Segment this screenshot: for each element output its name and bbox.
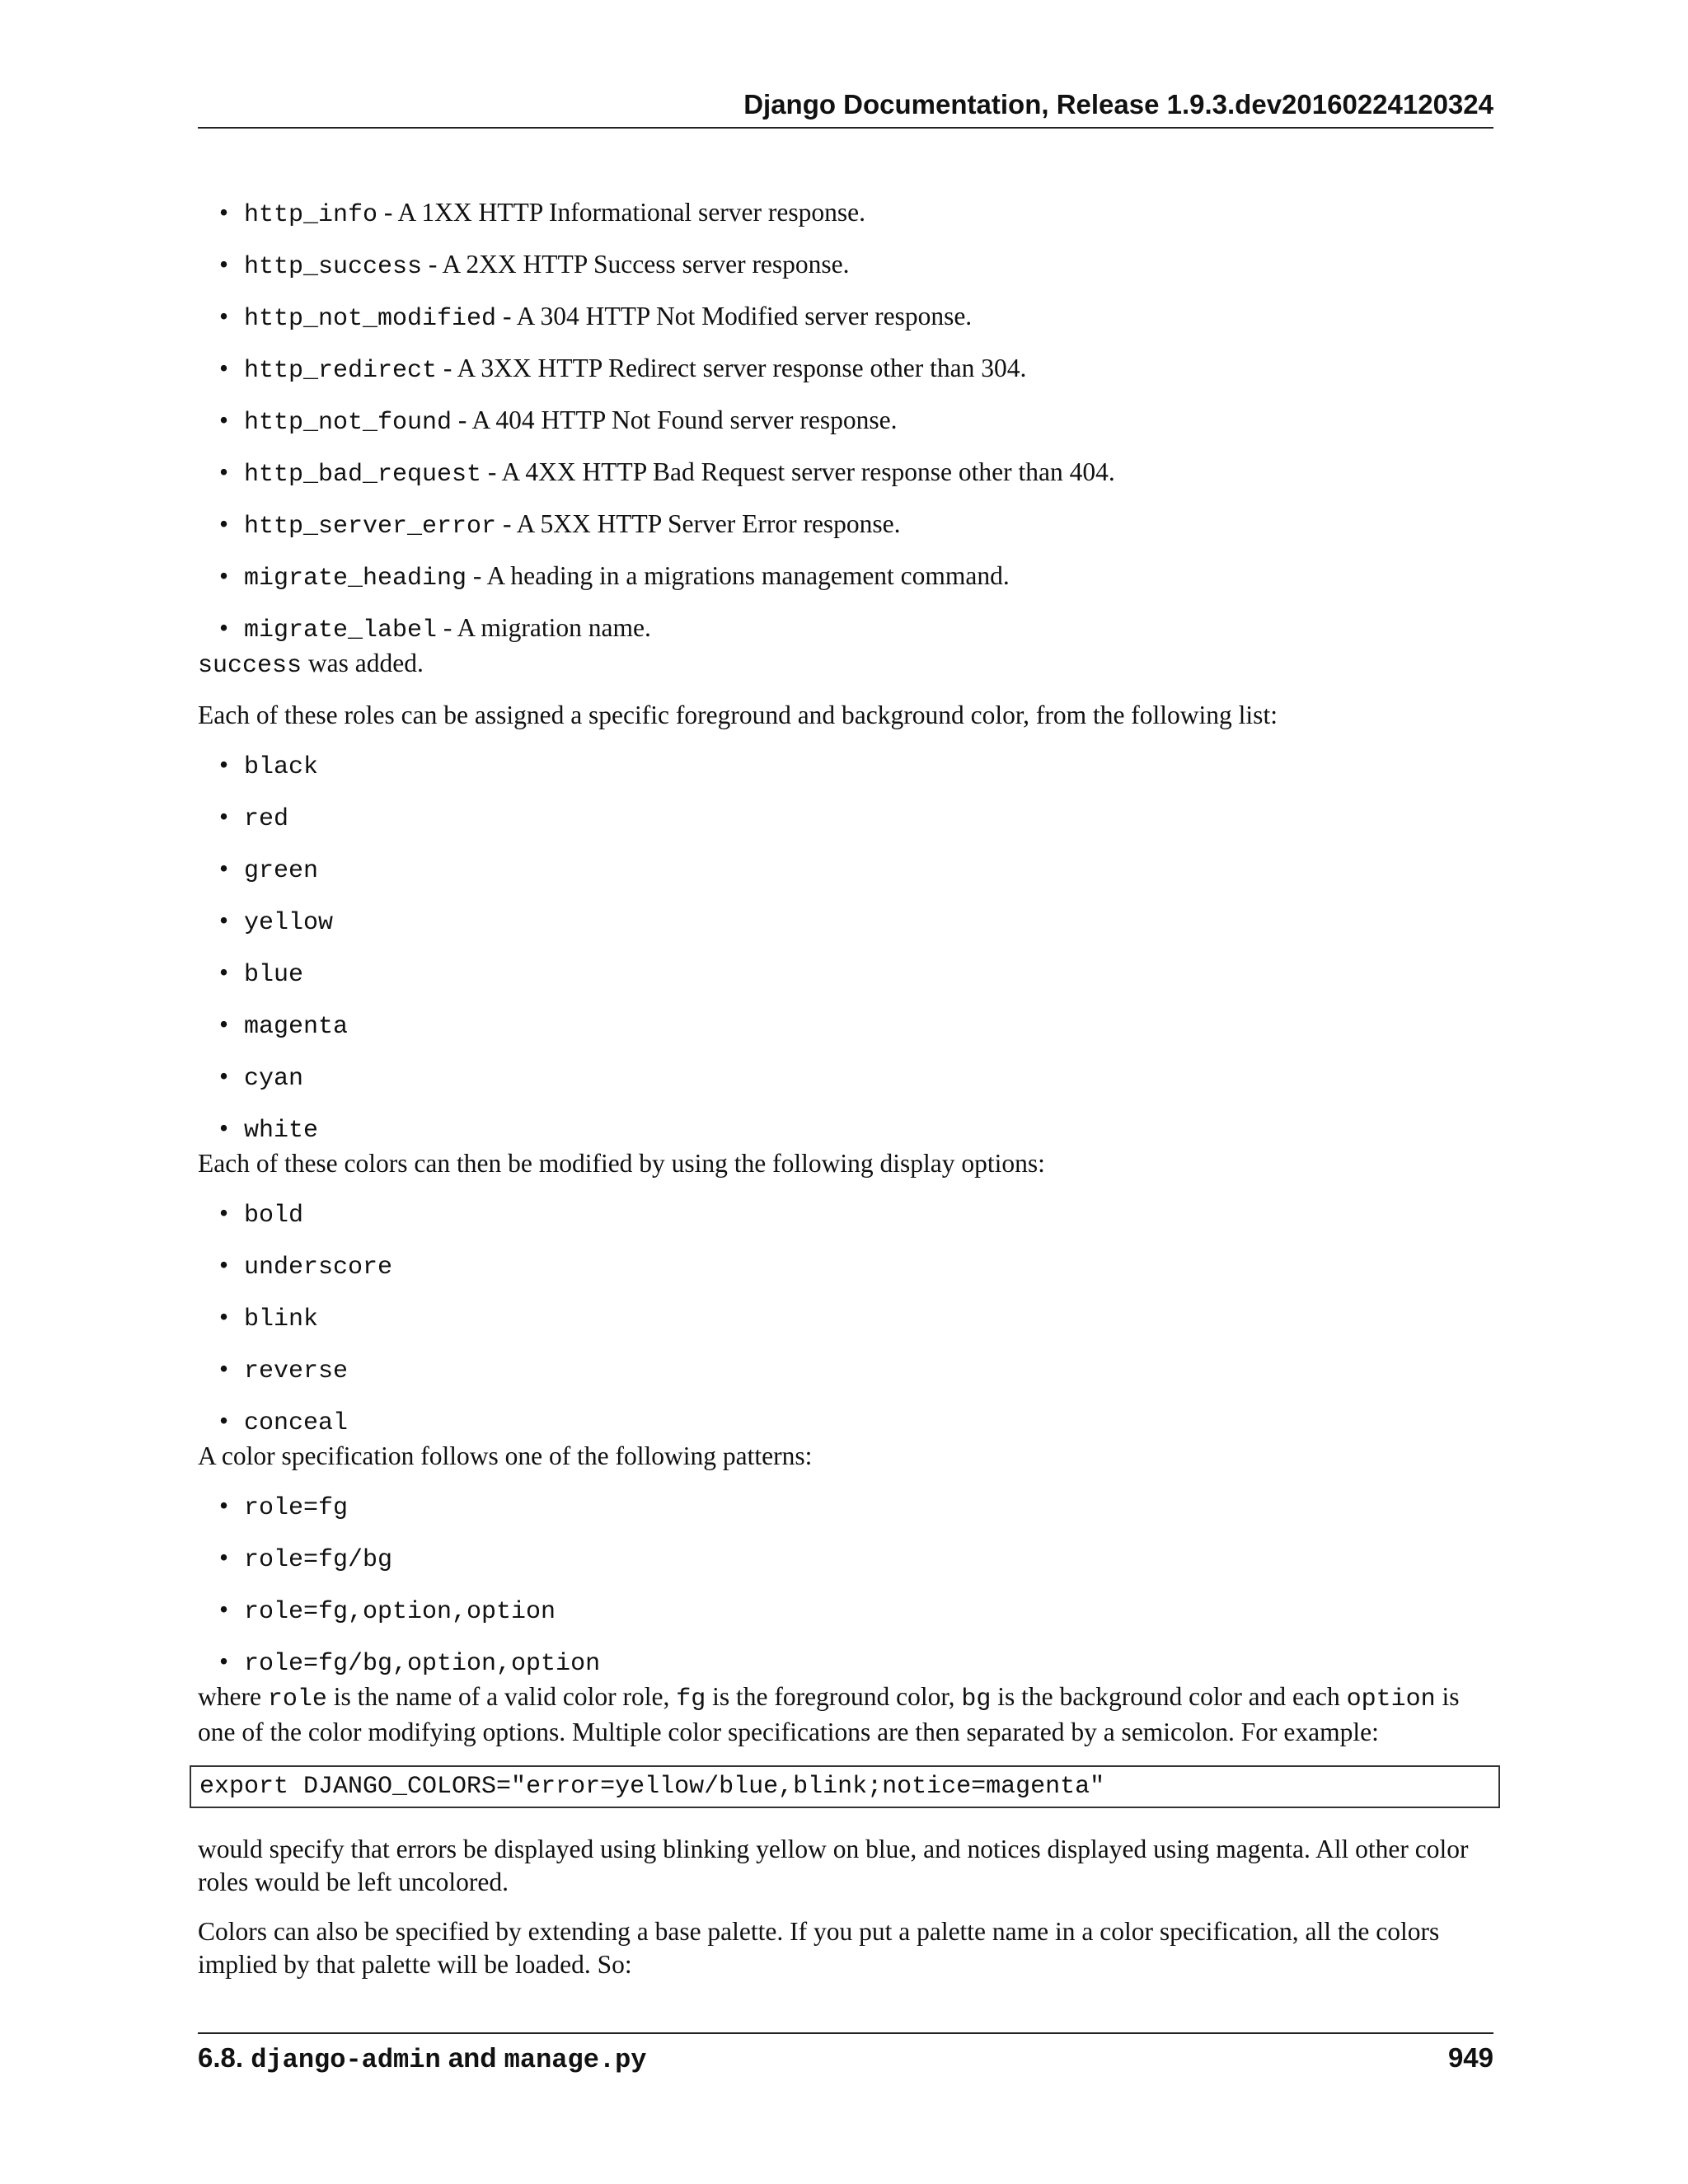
list-item: • http_info - A 1XX HTTP Informational server response. [244,196,1493,232]
roles-list [198,196,1493,647]
running-header: Django Documentation, Release 1.9.3.dev20160224120324 [198,89,1493,129]
footer-section: 6.8. django-admin and manage.py [198,2042,647,2075]
running-footer [198,2032,1493,2075]
list-item: • role=fg/bg,option,option [244,1645,1493,1680]
list-item: • role=fg [244,1489,1493,1525]
list-item: • underscore [244,1249,1493,1284]
list-item: • http_not_found - A 404 HTTP Not Found server response. [244,404,1493,439]
list-item: • magenta [244,1008,1493,1043]
list-item: • migrate_label - A migration name. [244,612,1493,647]
colors-list [198,748,1493,1147]
list-item: • black [244,748,1493,784]
list-item: • role=fg/bg [244,1541,1493,1577]
list-item: • green [244,852,1493,888]
list-item: • red [244,800,1493,836]
list-item: • cyan [244,1060,1493,1095]
colors-intro: Each of these roles can be assigned a specific foreground and background color, from the following list: [198,701,1278,729]
page-content [198,196,1493,1998]
after-example-paragraph: would specify that errors be displayed using blinking yellow on blue, and notices displayed using magenta. All other color roles would be left uncolored. [198,1835,1469,1896]
code-example: export DJANGO_COLORS="error=yellow/blue,blink;notice=magenta" [190,1765,1500,1808]
list-item: • http_server_error - A 5XX HTTP Server Error response. [244,508,1493,543]
list-item: • migrate_heading - A heading in a migrations management command. [244,560,1493,595]
list-item: • yellow [244,904,1493,940]
list-item: • blink [244,1301,1493,1336]
list-item: • blue [244,956,1493,991]
list-item: • http_not_modified - A 304 HTTP Not Modified server response. [244,300,1493,335]
page-number: 949 [1447,2042,1493,2073]
patterns-intro: A color specification follows one of the following patterns: [198,1441,813,1470]
patterns-list [198,1489,1493,1680]
list-item: • white [244,1112,1493,1147]
options-intro: Each of these colors can then be modified by using the following display options: [198,1149,1045,1178]
palette-paragraph: Colors can also be specified by extending a base palette. If you put a palette name in a color specification, all the colors implied by that palette will be loaded. So: [198,1917,1440,1979]
options-list [198,1197,1493,1440]
list-item: • http_success - A 2XX HTTP Success server response. [244,248,1493,284]
list-item: • role=fg,option,option [244,1593,1493,1629]
success-note: success was added. [198,649,424,680]
where-paragraph: where role is the name of a valid color role, fg is the foreground color, bg is the background color and each option is one of the color modifying options. Multiple color specifications are then separated by a semicolon. For example: [198,1682,1460,1746]
list-item: • http_bad_request - A 4XX HTTP Bad Request server response other than 404. [244,456,1493,491]
list-item: • bold [244,1197,1493,1232]
list-item: • reverse [244,1352,1493,1388]
list-item: • conceal [244,1404,1493,1440]
list-item: • http_redirect - A 3XX HTTP Redirect server response other than 304. [244,352,1493,387]
